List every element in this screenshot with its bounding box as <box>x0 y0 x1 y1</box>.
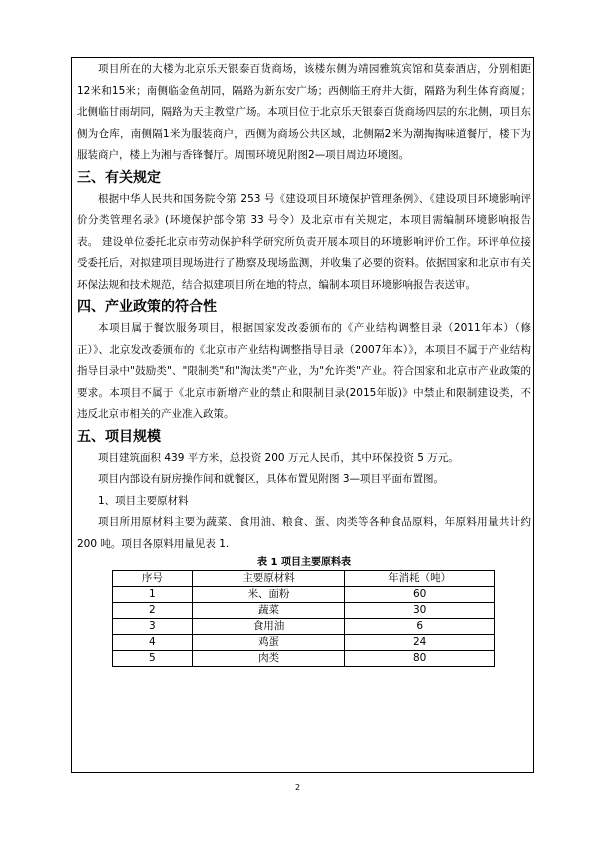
cell-index: 1 <box>113 587 193 603</box>
table-row <box>113 587 495 603</box>
cell-consumption: 24 <box>345 635 495 651</box>
cell-material: 蔬菜 <box>192 603 345 619</box>
document-body <box>77 59 531 667</box>
paragraph-scale-area: 项目建筑面积 439 平方米，总投资 200 万元人民币，其中环保投资 5 万元。 <box>98 451 459 464</box>
paragraph-industry-policy: 本项目属于餐饮服务项目，根据国家发改委颁布的《产业结构调整目录（2011年本）（修正）》、北京发改委颁布的《北京市产业结构调整指导目录（2007年本）》，本项目不属于产业结构指导目录中"鼓励类"、"限制类"和"淘汰类"产业，为"允许类"产业。符合国家和北京市产业政策的要求。本项目不属于《北京市新增产业的禁止和限制目录(2015年版)》中禁止和限制建设类，不违反北京市相关的产业准入政策。 <box>77 322 531 420</box>
raw-materials-table <box>112 570 495 667</box>
table-header-row <box>113 571 495 587</box>
header-annual-consumption: 年消耗（吨） <box>345 571 495 587</box>
cell-index: 5 <box>113 651 193 667</box>
cell-index: 4 <box>113 635 193 651</box>
subheading-raw-materials: 1、项目主要原材料 <box>98 494 189 507</box>
header-index: 序号 <box>113 571 193 587</box>
paragraph-regulations: 根据中华人民共和国务院令第 253 号《建设项目环境保护管理条例》、《建设项目环境影响评价分类管理名录》(环境保护部令第 33 号令）及北京市有关规定，本项目需编制环境影响报告表。 建设单位委托北京市劳动保护科学研究所负责开展本项目的环境影响评价工作。环评单位接受委托后，对拟建项目现场进行了勘察及现场监测，并收集了必要的资料。依据国家和北京市有关环保法规和技术规范，结合拟建项目所在地的特点，编制本项目环境影响报告表送审。 <box>77 192 531 291</box>
cell-consumption: 6 <box>345 619 495 635</box>
section-4-title: 四、产业政策的符合性 <box>77 299 217 315</box>
table-row <box>113 619 495 635</box>
cell-consumption: 80 <box>345 651 495 667</box>
cell-material: 鸡蛋 <box>192 635 345 651</box>
cell-index: 2 <box>113 603 193 619</box>
paragraph-scale-layout: 项目内部设有厨房操作间和就餐区，具体布置见附图 3—项目平面布置图。 <box>98 473 445 485</box>
header-material: 主要原材料 <box>192 571 345 587</box>
table-caption: 表 1 项目主要原料表 <box>257 557 351 568</box>
section-5-title: 五、项目规模 <box>77 428 161 445</box>
cell-index: 3 <box>113 619 193 635</box>
section-3-title: 三、有关规定 <box>77 169 161 186</box>
cell-material: 米、面粉 <box>192 587 345 603</box>
cell-consumption: 60 <box>345 587 495 603</box>
cell-material: 肉类 <box>192 651 345 667</box>
table-row <box>113 603 495 619</box>
table-row <box>113 651 495 667</box>
page-number: 2 <box>294 783 301 792</box>
cell-material: 食用油 <box>192 619 345 635</box>
paragraph-raw-materials: 项目所用原材料主要为蔬菜、食用油、粮食、蛋、肉类等各种食品原料，年原料用量共计约 200 吨。项目各原料用量见表 1. <box>77 516 531 550</box>
paragraph-location: 项目所在的大楼为北京乐天银泰百货商场，该楼东侧为靖园雅筑宾馆和莫泰酒店，分别相距12米和15米；南侧临金鱼胡同，隔路为新东安广场；西侧临王府井大街，隔路为利生体育商厦；北侧临甘雨胡同，隔路为天主教堂广场。本项目位于北京乐天银泰百货商场四层的东北侧，项目东侧为仓库，南侧隔1米为服装商户，西侧为商场公共区域，北侧隔2米为潮掏掏味道餐厅，楼下为服装商户，楼上为湘与香锋餐厅。周围环境见附图2—项目周边环境图。 <box>77 63 531 161</box>
cell-consumption: 30 <box>345 603 495 619</box>
table-row <box>113 635 495 651</box>
